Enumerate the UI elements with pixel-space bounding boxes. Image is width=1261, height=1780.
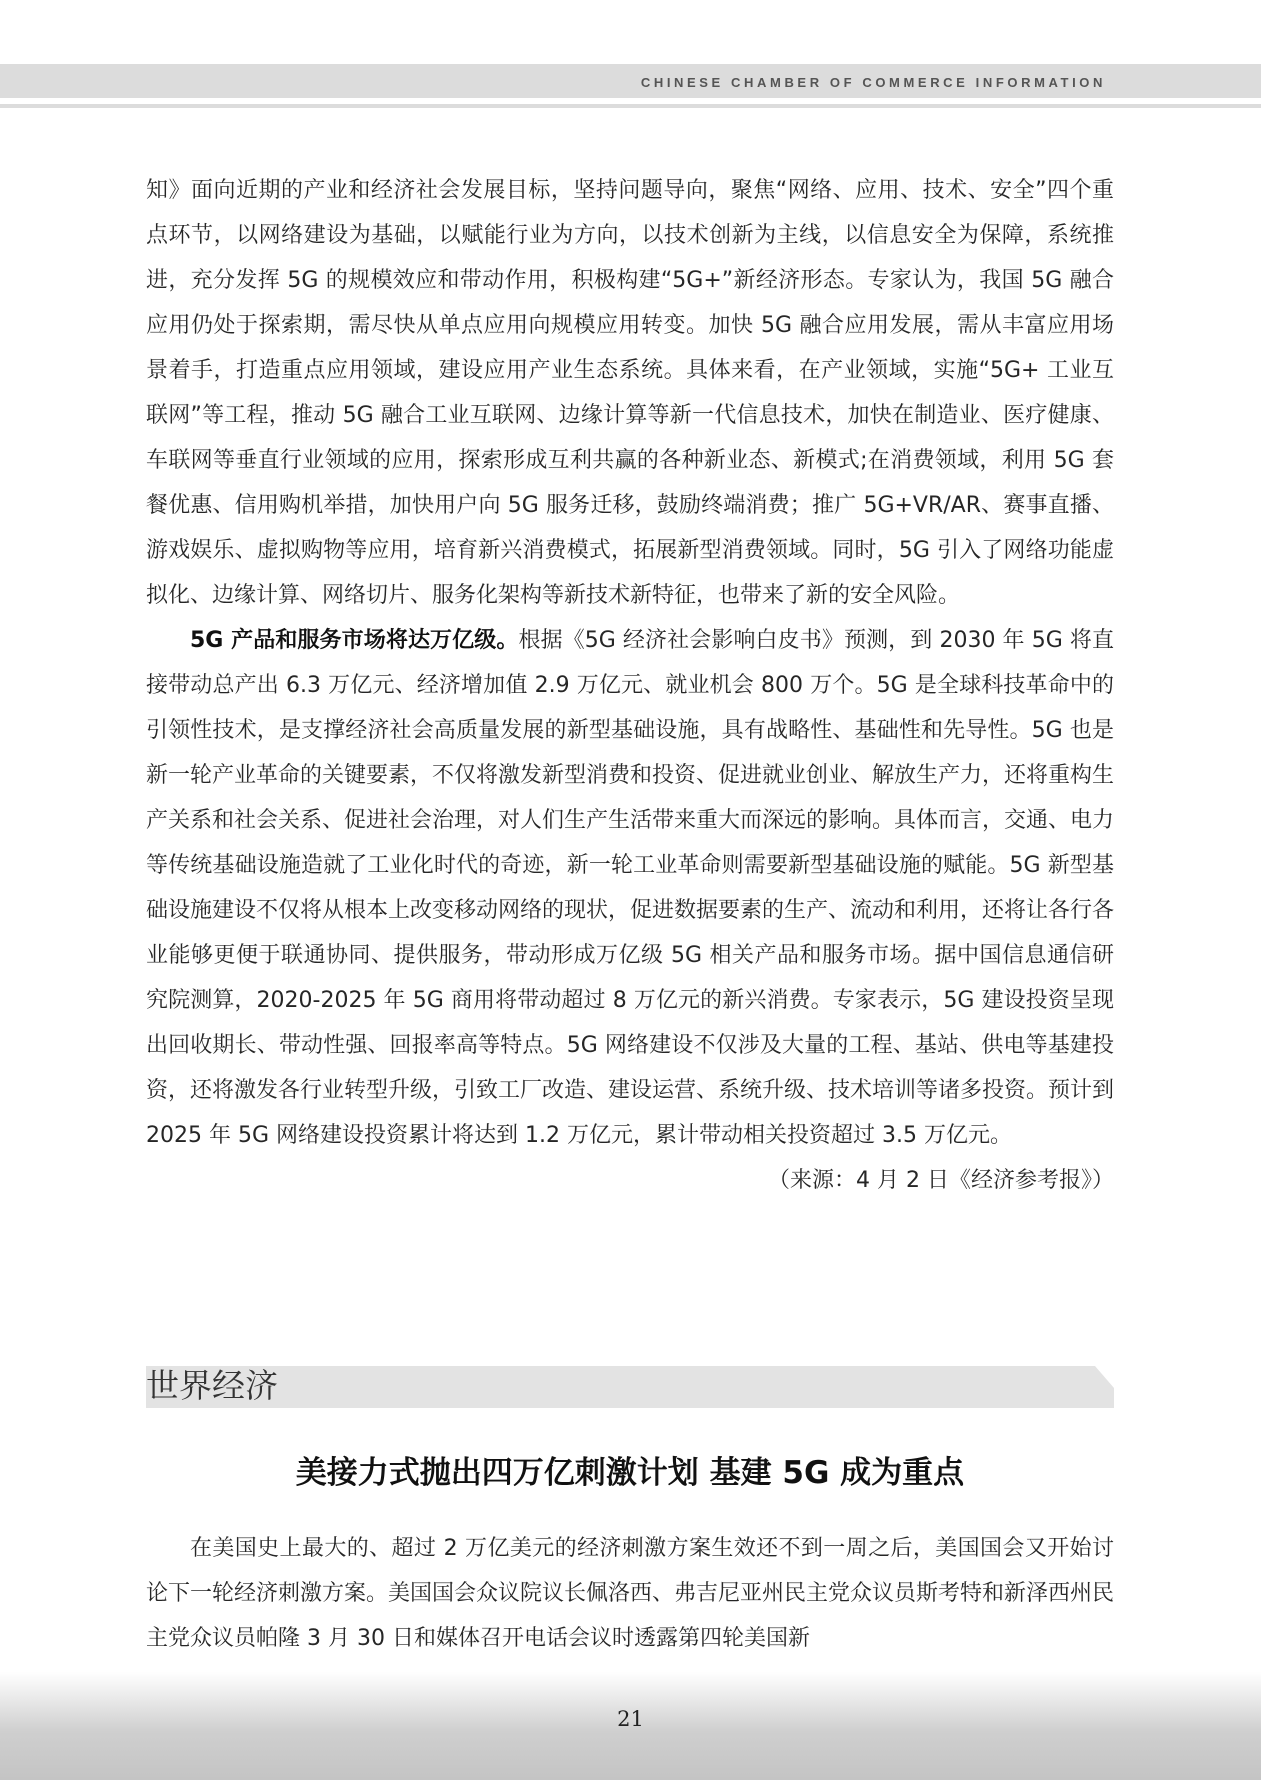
paragraph: 在美国史上最大的、超过 2 万亿美元的经济刺激方案生效还不到一周之后，美国国会又开始讨论下一轮经济刺激方案。美国国会众议院议长佩洛西、弗吉尼亚州民主党众议员斯考特和新泽西州民主党众议员帕隆 3 月 30 日和媒体召开电话会议时透露第四轮美国新 (146, 1536, 1115, 1651)
section-title: 世界经济 (146, 1366, 278, 1405)
paragraph-body: 根据《5G 经济社会影响白皮书》预测，到 2030 年 5G 将直接带动总产出 6.3 万亿元、经济增加值 2.9 万亿元、就业机会 800 万个。5G 是全球科技革命中的引领性技术，是支撑经济社会高质量发展的新型基础设施，具有战略性、基础性和先导性。5G 也是新一轮产业革命的关键要素，不仅将激发新型消费和投资、促进就业创业、解放生产力，还将重构生产关系和社会关系、促进社会治理，对人们生产生活带来重大而深远的影响。具体而言，交通、电力等传统基础设施造就了工业化时代的奇迹，新一轮工业革命则需要新型基础设施的赋能。5G 新型基础设施建设不仅将从根本上改变移动网络的现状，促进数据要素的生产、流动和利用，还将让各行各业能够更便于联通协同、提供服务，带动形成万亿级 5G 相关产品和服务市场。据中国信息通信研究院测算，2020-2025 年 5G 商用将带动超过 8 万亿元的新兴消费。专家表示，5G 建设投资呈现出回收期长、带动性强、回报率高等特点。5G 网络建设不仅涉及大量的工程、基站、供电等基建投资，还将激发各行业转型升级，引致工厂改造、建设运营、系统升级、技术培训等诸多投资。预计到 2025 年 5G 网络建设投资累计将达到 1.2 万亿元，累计带动相关投资超过 3.5 万亿元。 (146, 628, 1115, 1148)
continued-article (146, 168, 1114, 1203)
source-citation: （来源：4 月 2 日《经济参考报》） (768, 1168, 1114, 1193)
paragraph: 知》面向近期的产业和经济社会发展目标，坚持问题导向，聚焦“网络、应用、技术、安全”四个重点环节，以网络建设为基础，以赋能行业为方向，以技术创新为主线，以信息安全为保障，系统推进，充分发挥 5G 的规模效应和带动作用，积极构建“5G+”新经济形态。专家认为，我国 5G 融合应用仍处于探索期，需尽快从单点应用向规模应用转变。加快 5G 融合应用发展，需从丰富应用场景着手，打造重点应用领域，建设应用产业生态系统。具体来看，在产业领域，实施“5G+ 工业互联网”等工程，推动 5G 融合工业互联网、边缘计算等新一代信息技术，加快在制造业、医疗健康、车联网等垂直行业领域的应用，探索形成互利共赢的各种新业态、新模式;在消费领域，利用 5G 套餐优惠、信用购机举措，加快用户向 5G 服务迁移，鼓励终端消费；推广 5G+VR/AR、赛事直播、游戏娱乐、虚拟购物等应用，培育新兴消费模式，拓展新型消费领域。同时，5G 引入了网络功能虚拟化、边缘计算、网络切片、服务化架构等新技术新特征，也带来了新的安全风险。 (146, 178, 1114, 608)
paragraph (146, 618, 1114, 1158)
article-body (146, 1526, 1114, 1661)
header-rule (0, 104, 1261, 108)
section-band (146, 1366, 1114, 1408)
running-title: CHINESE CHAMBER OF COMMERCE INFORMATION (640, 75, 1106, 90)
page-number: 21 (617, 1707, 644, 1731)
article-title: 美接力式抛出四万亿刺激计划 基建 5G 成为重点 (295, 1455, 965, 1491)
paragraph-lead: 5G 产品和服务市场将达万亿级。 (190, 628, 519, 653)
